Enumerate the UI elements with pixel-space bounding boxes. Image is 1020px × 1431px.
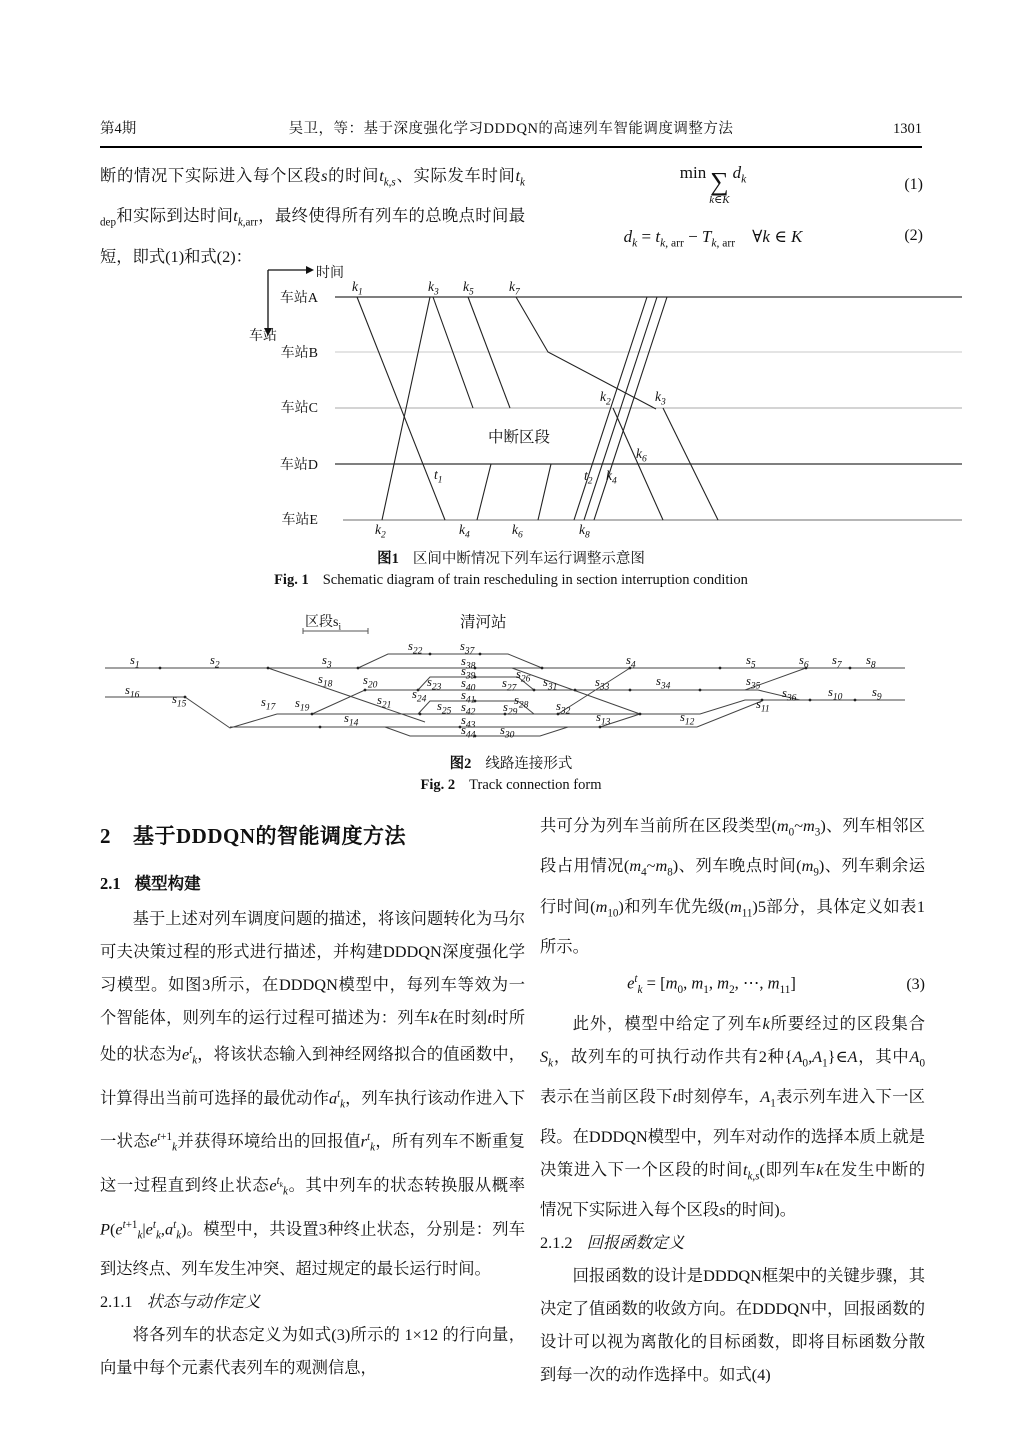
svg-text:s14: $s_{14}$ xyxy=(344,711,359,729)
svg-text:s16: $s_{16}$ xyxy=(125,683,140,701)
svg-text:s37: $s_{37}$ xyxy=(460,639,475,657)
svg-text:s40: $s_{40}$ xyxy=(461,676,476,694)
svg-text:s4: $s_4$ xyxy=(626,653,636,671)
equation-1 xyxy=(545,163,923,206)
svg-text:s5: $s_5$ xyxy=(746,653,756,671)
reward-function-paragraph: 回报函数的设计是DDDQN框架中的关键步骤，其决定了值函数的收敛方向。在DDDQN中，回报函数的设计可以视为离散化的目标函数，即将目标函数分散到每一次的动作选择中。如式(4) xyxy=(540,1266,925,1385)
svg-text:k4: $k_4$ xyxy=(459,522,470,541)
svg-text:s1: $s_1$ xyxy=(130,653,140,671)
svg-text:s44: $s_{44}$ xyxy=(461,723,476,741)
fig2-caption-zh: 图2 线路连接形式 xyxy=(449,756,573,772)
eq1-var: $d_k$ xyxy=(732,163,747,186)
svg-text:s42: $s_{42}$ xyxy=(461,700,476,718)
eq1-number: (1) xyxy=(904,175,923,193)
running-title: 吴卫，等：基于深度强化学习DDDQN的高速列车智能调度调整方法 xyxy=(288,121,734,137)
svg-text:s24: $s_{24}$ xyxy=(412,687,427,705)
svg-text:s30: $s_{30}$ xyxy=(500,723,515,741)
svg-text:k1: $k_1$ xyxy=(352,279,363,298)
svg-text:s2: $s_2$ xyxy=(210,653,220,671)
svg-text:s34: $s_{34}$ xyxy=(656,674,671,692)
eq2-number: (2) xyxy=(904,227,923,244)
section-2-1-1-paragraph: 将各列车的状态定义为如式(3)所示的 1×12 的行向量，向量中每个元素代表列车的观测信息， xyxy=(100,1325,525,1378)
fig2-labels xyxy=(125,613,882,741)
svg-text:s18: $s_{18}$ xyxy=(318,672,333,690)
svg-text:s36: $s_{36}$ xyxy=(782,686,797,704)
svg-text:k2: $k_2$ xyxy=(375,522,386,541)
fig1-labels xyxy=(249,265,666,541)
svg-text:t2: $t_2$ xyxy=(584,468,593,487)
svg-text:区段si: 区段$s_i$ xyxy=(305,615,342,633)
svg-text:s3: $s_3$ xyxy=(322,653,332,671)
svg-text:车站A: 车站A xyxy=(279,291,318,306)
svg-text:s27: $s_{27}$ xyxy=(502,676,517,694)
svg-text:s13: $s_{13}$ xyxy=(596,710,611,728)
svg-text:车站D: 车站D xyxy=(279,458,318,473)
svg-text:s31: $s_{31}$ xyxy=(543,675,558,693)
equation-2: $d_k = t_{k, arr} - T_{k, arr}$ ∀k ∈ K (2) xyxy=(623,227,923,250)
svg-text:车站: 车站 xyxy=(249,329,277,344)
svg-text:k8: $k_8$ xyxy=(579,522,590,541)
svg-text:s33: $s_{33}$ xyxy=(595,675,610,693)
svg-text:k3: $k_3$ xyxy=(655,389,666,408)
figure1-train-diagram xyxy=(235,255,970,547)
svg-text:k6: $k_6$ xyxy=(512,522,523,541)
equation-block xyxy=(545,163,923,266)
svg-text:s23: $s_{23}$ xyxy=(427,675,442,693)
eq1-min: min xyxy=(679,163,707,182)
fig2-caption-en: Fig. 2 Track connection form xyxy=(420,777,602,793)
intro-text: 断的情况下实际进入每个区段s的时间$t_{k,s}$、实际发车时间$t_{k dep}$和实际到达时间$t_{k,arr}$，最终使得所有列车的总晚点时间最短，即式(1)和式(2)： xyxy=(100,166,525,266)
svg-text:k2: $k_2$ xyxy=(600,389,611,408)
svg-text:s35: $s_{35}$ xyxy=(746,674,761,692)
svg-text:s43: $s_{43}$ xyxy=(461,713,476,731)
page-header xyxy=(100,117,922,138)
svg-text:s28: $s_{28}$ xyxy=(514,693,529,711)
state-definition-paragraph: 共可分为列车当前所在区段类型$(m_0\sim m_3)$、列车相邻区段占用情况$(m_4\sim m_8)$、列车晚点时间$(m_9)$、列车剩余运行时间$(m_{10})$和列车优先级$(m_{11})5$部分，具体定义如表1所示。 xyxy=(540,816,925,956)
svg-text:k3: $k_3$ xyxy=(428,279,439,298)
action-definition-paragraph: 此外，模型中给定了列车k所要经过的区段集合$S_k$，故列车的可执行动作共有2种$\{A_0,A_1\}\in A$，其中$A_0$表示在当前区段下t时刻停车，$A_1$表示列车进入下一区段。在DDDQN模型中，列车对动作的选择本质上就是决策进入下一个区段的时间$t_{k,s}$(即列车k在发生中断的情况下实际进入每个区段s的时间)。 xyxy=(540,1013,925,1220)
eq3-number: (3) xyxy=(906,976,925,994)
svg-text:s19: $s_{19}$ xyxy=(295,696,310,714)
section-2-1-paragraph: 基于上述对列车调度问题的描述，将该问题转化为马尔可夫决策过程的形式进行描述，并构建DDDQN深度强化学习模型。如图3所示，在DDDQN模型中，每列车等效为一个智能体，则列车的运行过程可描述为：列车k在时刻t时所处的状态为$e^t_k$，将该状态输入到神经网络拟合的值函数中，计算得出当前可选择的最优动作$a^t_k$，列车执行该动作进入下一状态$e^{t+1}_k$并获得环境给出的回报值$r^t_k$，所有列车不断重复这一过程直到终止状态$e^{t_k}_k$。其中列车的状态转换服从概率$P(e^{t+1}_k|e^t_k,a^t_k)$。模型中，共设置3种终止状态，分别是：列车到达终点、列车发生冲突、超过规定的最长运行时间。 xyxy=(100,909,525,1279)
svg-text:中断区段: 中断区段 xyxy=(488,429,551,446)
svg-text:s21: $s_{21}$ xyxy=(377,693,392,711)
svg-text:s11: $s_{11}$ xyxy=(756,697,770,715)
svg-text:时间: 时间 xyxy=(316,266,344,281)
svg-text:s17: $s_{17}$ xyxy=(261,695,276,713)
fig1-caption-en: Fig. 1 Schematic diagram of train rescheduling in section interruption condition xyxy=(274,572,748,588)
svg-text:s7: $s_7$ xyxy=(832,653,842,671)
left-column xyxy=(100,812,525,1384)
svg-text:s6: $s_6$ xyxy=(799,653,809,671)
svg-text:s10: $s_{10}$ xyxy=(828,685,843,703)
svg-text:t1: $t_1$ xyxy=(434,467,443,486)
svg-text:s39: $s_{39}$ xyxy=(461,664,476,682)
section-2-1-2-heading: 2.1.2 回报函数定义 xyxy=(540,1233,685,1253)
svg-text:车站C: 车站C xyxy=(280,401,318,416)
equation-3: $e^t_k = [m_0$, $m_1$, $m_2$, ⋯, $m_{11}$] (3) xyxy=(540,963,925,1007)
section-2-heading: 2 基于DDDQN的智能调度方法 xyxy=(100,824,406,848)
svg-text:车站B: 车站B xyxy=(280,346,318,361)
svg-text:k5: $k_5$ xyxy=(463,279,474,298)
svg-text:s29: $s_{29}$ xyxy=(503,700,518,718)
sum-operator: ∑ k∈K xyxy=(709,167,730,206)
header-rule xyxy=(100,146,922,148)
svg-text:s9: $s_9$ xyxy=(872,685,882,703)
svg-text:s38: $s_{38}$ xyxy=(461,654,476,672)
page-number: 1301 xyxy=(893,121,922,137)
svg-text:车站E: 车站E xyxy=(281,513,318,528)
svg-text:s32: $s_{32}$ xyxy=(556,699,571,717)
section-2-1-heading: 2.1 模型构建 xyxy=(100,874,201,893)
figure2-track-diagram xyxy=(95,612,925,746)
svg-text:清河站: 清河站 xyxy=(460,614,507,631)
svg-text:s12: $s_{12}$ xyxy=(680,710,695,728)
svg-text:k7: $k_7$ xyxy=(509,279,520,298)
svg-text:s41: $s_{41}$ xyxy=(461,688,476,706)
fig1-caption-zh: 图1 区间中断情况下列车运行调整示意图 xyxy=(377,551,645,567)
svg-text:k6: $k_6$ xyxy=(636,446,647,465)
svg-text:s26: $s_{26}$ xyxy=(516,667,531,685)
svg-text:s25: $s_{25}$ xyxy=(437,699,452,717)
svg-text:s8: $s_8$ xyxy=(866,653,876,671)
svg-text:s15: $s_{15}$ xyxy=(172,692,187,710)
svg-text:s20: $s_{20}$ xyxy=(363,673,378,691)
journal-issue: 第4期 xyxy=(100,121,137,137)
right-column xyxy=(540,809,925,1391)
svg-text:k4: $k_4$ xyxy=(606,468,617,487)
section-2-1-1-heading: 2.1.1 状态与动作定义 xyxy=(100,1292,261,1312)
svg-text:s22: $s_{22}$ xyxy=(408,639,423,657)
